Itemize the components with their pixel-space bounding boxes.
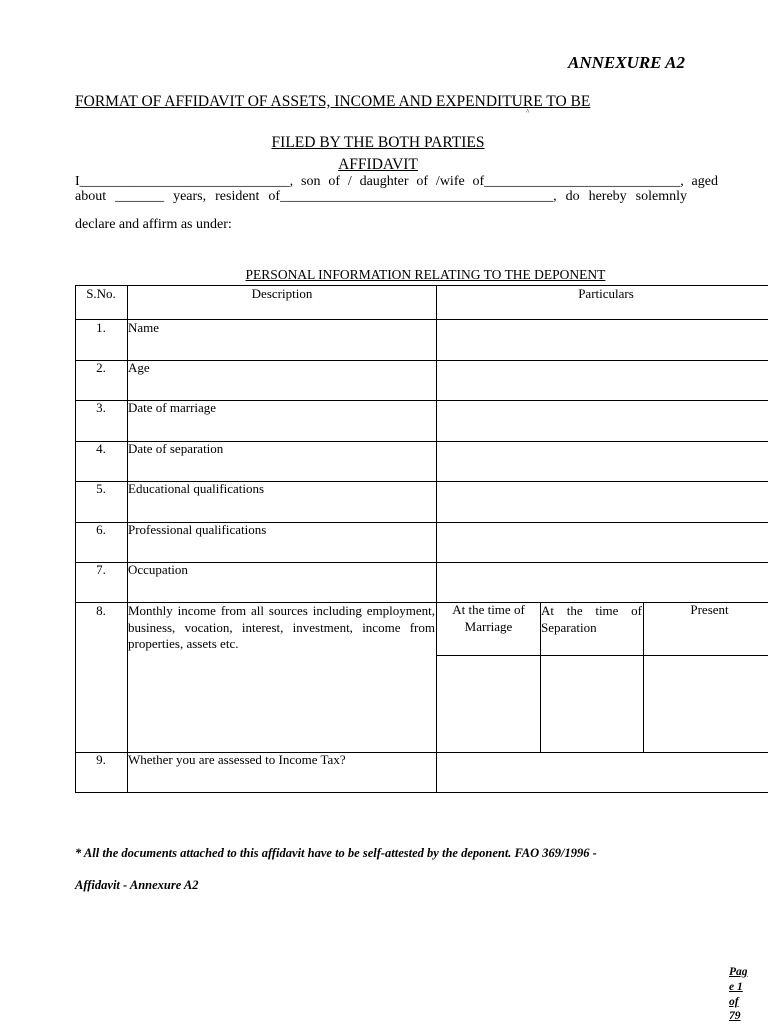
row-number: 2. (96, 360, 106, 375)
table-rule (75, 360, 768, 361)
intro-line-2: about _______ years, resident of_______________________________________, do hereby solemnly (75, 189, 687, 204)
table-rule (75, 792, 768, 793)
annexure-label: ANNEXURE A2 (568, 53, 685, 72)
income-col-marriage: At the time of Marriage (452, 602, 525, 634)
column-header-particulars: Particulars (578, 286, 634, 301)
table-rule (75, 319, 768, 320)
page-number: e 1 (729, 981, 743, 993)
row-description: Date of marriage (128, 400, 217, 415)
page-number: Pag (729, 966, 748, 978)
row-number: 8. (96, 603, 106, 618)
personal-info-table (75, 285, 768, 793)
page-number: 79 (729, 1010, 741, 1022)
intro-line-1: I______________________________, son of / daughter of /wife of____________________________, aged (75, 174, 718, 189)
form-title: FORMAT OF AFFIDAVIT OF ASSETS, INCOME AND EXPENDITURE TO BE (75, 93, 591, 110)
page-number: of (729, 996, 739, 1008)
row-number: 3. (96, 400, 106, 415)
column-header-sno: S.No. (86, 286, 116, 301)
row-description: Age (128, 360, 150, 375)
row-description: Professional qualifications (128, 522, 267, 537)
document-label: Affidavit - Annexure A2 (75, 878, 199, 892)
row-description: Date of separation (128, 441, 224, 456)
row-number: 9. (96, 752, 106, 767)
table-rule (436, 655, 768, 656)
row-description: Educational qualifications (128, 481, 265, 496)
row-number: 6. (96, 522, 106, 537)
row-description: Name (128, 320, 160, 335)
footnote: * All the documents attached to this affidavit have to be self-attested by the deponent. FAO 369/1996 - (75, 846, 597, 860)
income-col-present: Present (690, 602, 729, 617)
row-number: 5. (96, 481, 106, 496)
row-number: 1. (96, 320, 106, 335)
row-number: 4. (96, 441, 106, 456)
caret-mark: ^ (526, 108, 530, 116)
income-col-separation: At the time of Separation (541, 603, 642, 635)
row-description: Whether you are assessed to Income Tax? (128, 752, 346, 767)
column-header-description: Description (251, 286, 313, 301)
row-description: Occupation (128, 562, 188, 577)
table-rule (436, 285, 437, 793)
table-rule (643, 602, 644, 752)
row-number: 7. (96, 562, 106, 577)
affidavit-heading: AFFIDAVIT (338, 156, 418, 173)
row-description: Monthly income from all sources including employment, business, vocation, interest, investment, income from properties, assets etc. (128, 603, 435, 651)
table-heading: PERSONAL INFORMATION RELATING TO THE DEPONENT (245, 267, 606, 282)
intro-line-3: declare and affirm as under: (75, 217, 232, 232)
form-subtitle: FILED BY THE BOTH PARTIES (271, 134, 485, 151)
